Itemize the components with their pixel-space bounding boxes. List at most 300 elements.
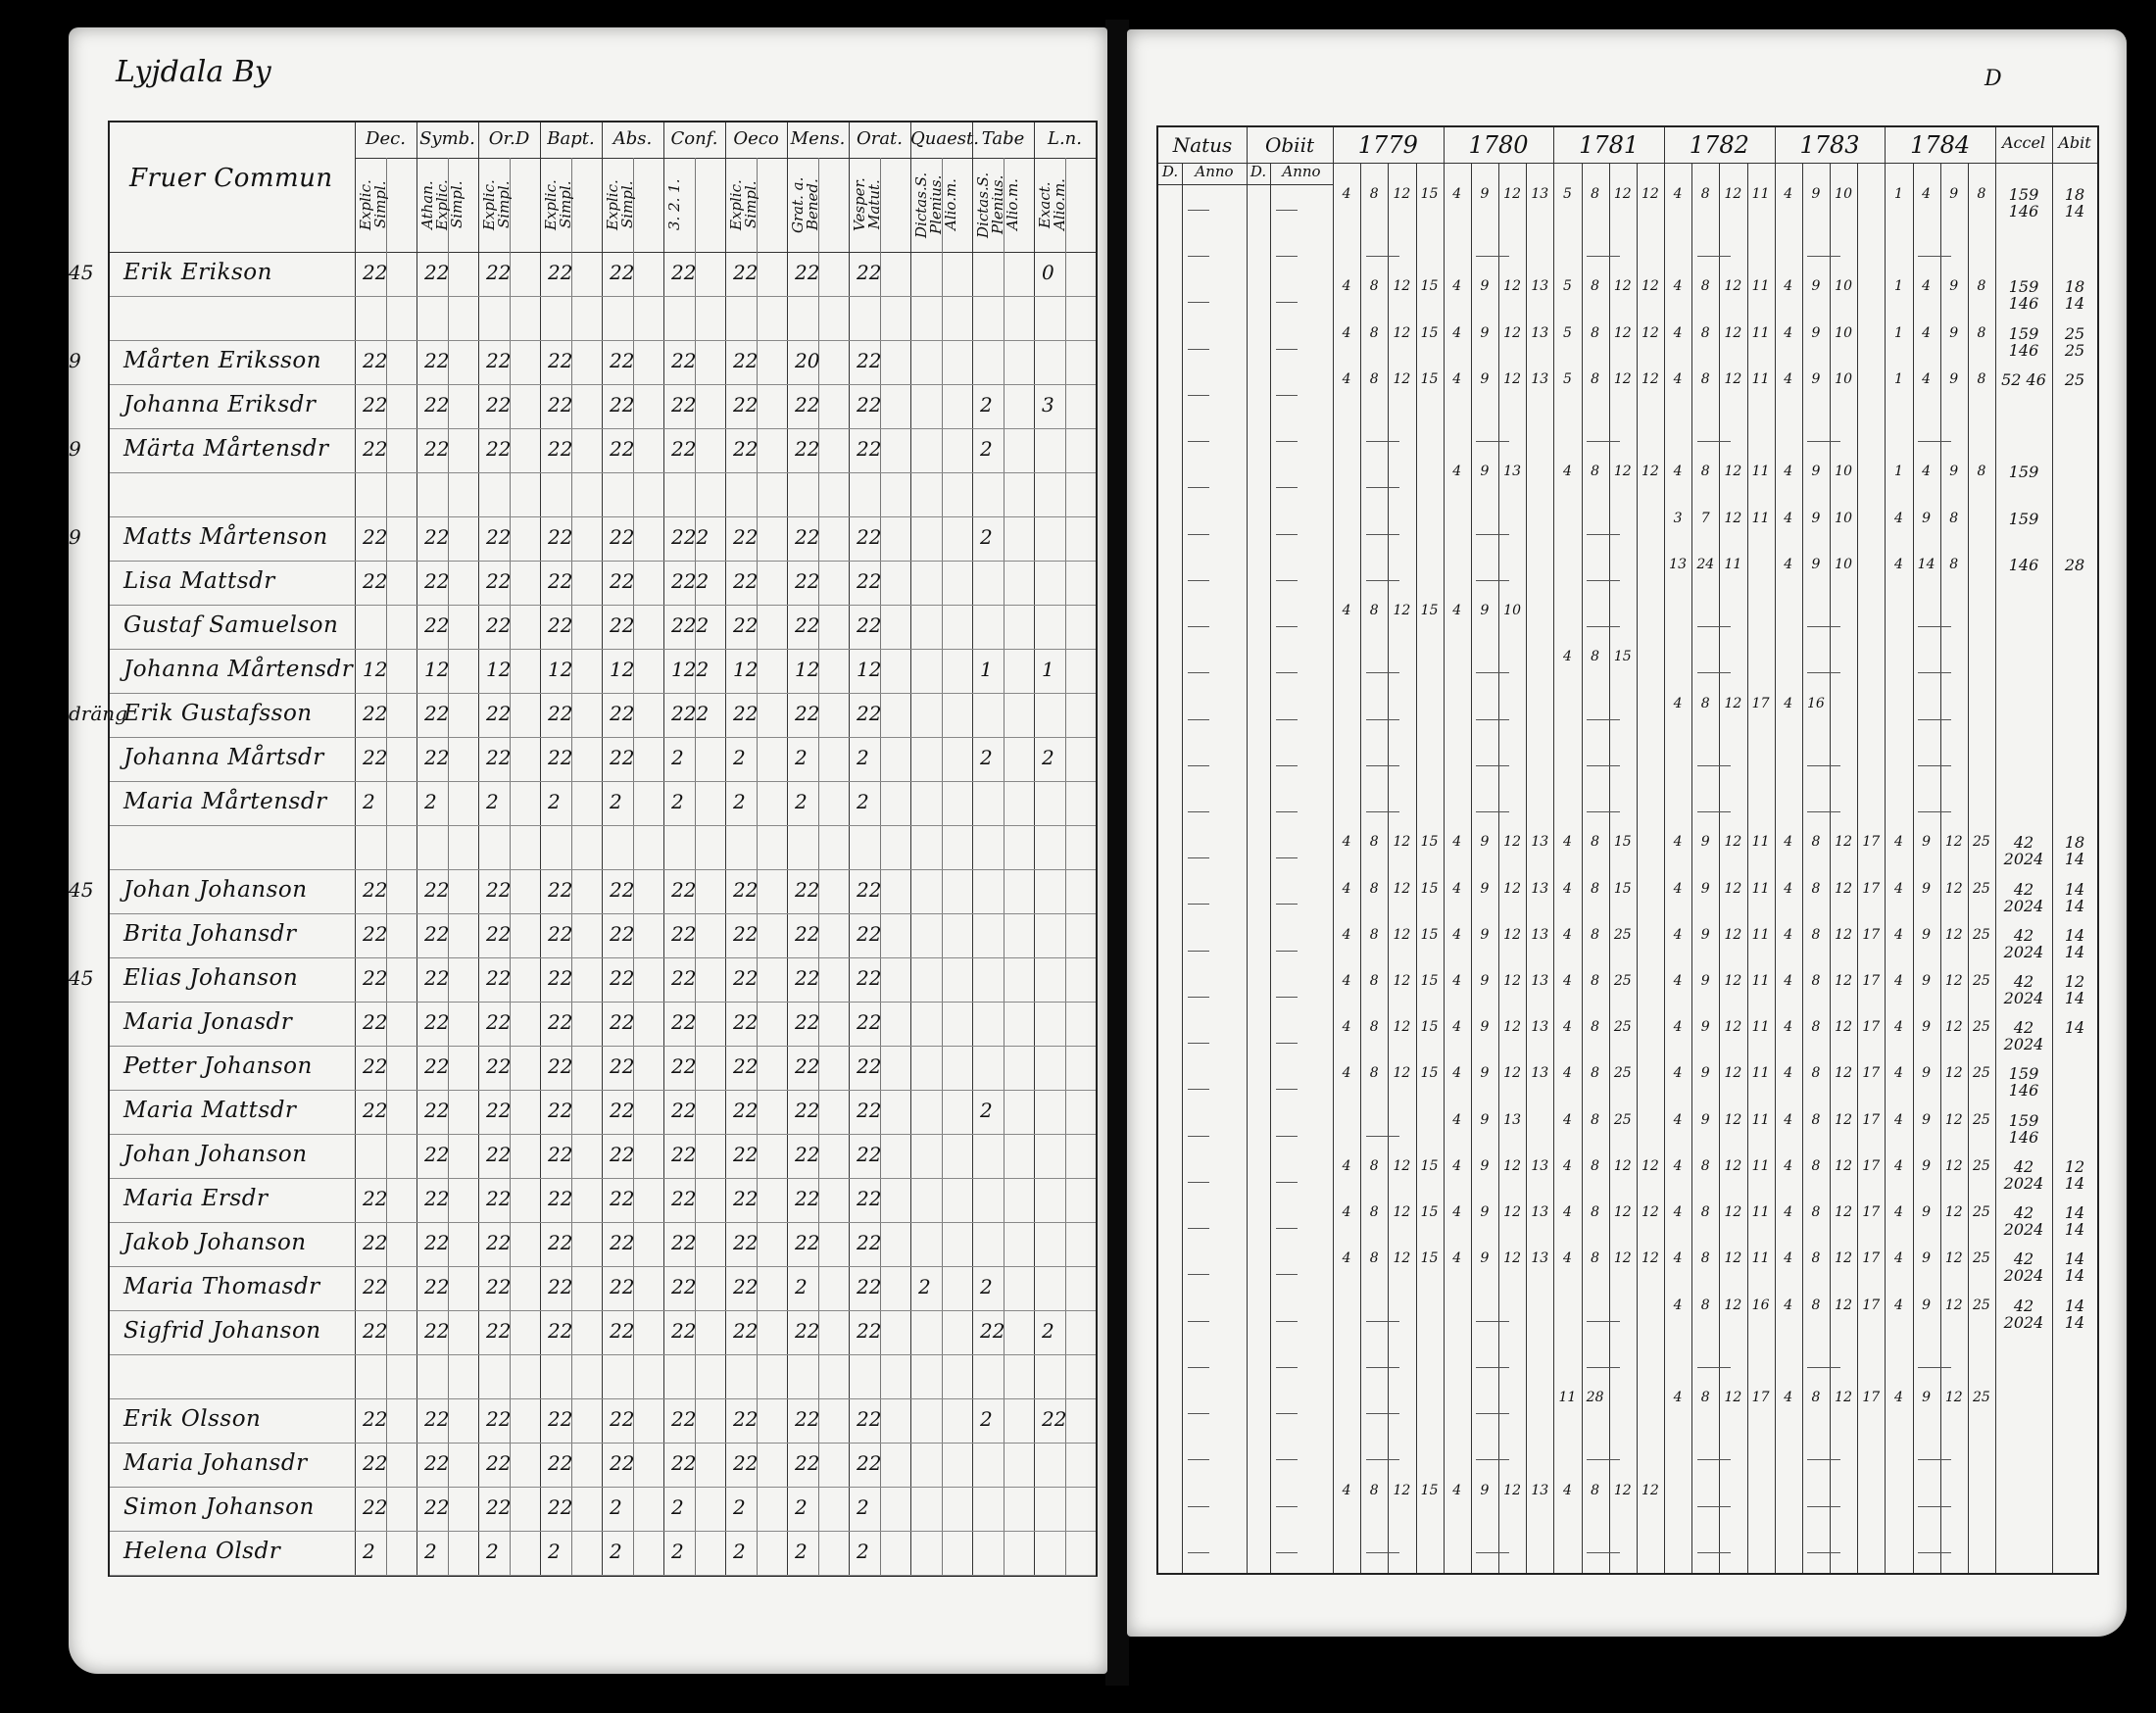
year-entry: 4 [1784,1390,1793,1406]
catechism-mark: 22 [733,1187,759,1210]
row-dash [1188,1367,1209,1368]
year-entry: 4 [1673,695,1683,711]
accel-entry: 42 2024 [2003,1018,2044,1054]
year-entry: 15 [1420,880,1439,897]
catechism-mark: 22 [857,878,882,902]
year-entry: 8 [1369,278,1379,295]
year-entry: 11 [1751,834,1770,851]
year-entry: 12 [1613,1204,1632,1221]
accel-entry: 42 2024 [2003,1249,2044,1286]
catechism-mark: 22 [795,1010,820,1034]
year-entry: 4 [1562,1204,1572,1221]
row-dash [1807,811,1840,812]
row-dash [1366,811,1399,812]
catechism-mark: 2 [1042,1319,1054,1343]
year-entry: 16 [1806,695,1825,711]
column-subheader: 3. 2. 1. [665,178,683,231]
year-entry: 8 [1977,464,1986,480]
catechism-mark: 2 [980,1275,993,1298]
year-entry: 12 [1393,1019,1411,1036]
year-entry: 12 [1613,1482,1632,1498]
year-entry: 4 [1562,1482,1572,1498]
catechism-mark: 22 [857,1407,882,1431]
catechism-mark: 20 [795,349,820,372]
accel-entry: 42 2024 [2003,1156,2044,1193]
year-entry: 9 [1949,464,1959,480]
catechism-mark: 22 [486,437,512,461]
row-dash [1697,1552,1731,1553]
year-entry: 8 [1591,464,1600,480]
abit-entry: 25 [2064,369,2085,389]
year-entry: 9 [1480,1482,1490,1498]
year-entry: 11 [1751,370,1770,387]
year-entry: 8 [1369,1204,1379,1221]
catechism-mark: 22 [795,525,820,549]
year-entry: 17 [1751,695,1770,711]
catechism-mark: 222 [671,525,710,549]
accel-entry: 42 2024 [2003,971,2044,1007]
row-dash [1807,256,1840,257]
year-entry: 12 [1944,834,1963,851]
catechism-mark: 22 [363,1010,388,1034]
abit-entry: 14 14 [2064,879,2085,915]
catechism-mark: 22 [857,1451,882,1475]
row-dash [1587,534,1620,535]
catechism-mark: 22 [857,569,882,593]
year-entry: 15 [1420,1204,1439,1221]
year-entry: 12 [1393,370,1411,387]
catechism-mark: 22 [671,1451,697,1475]
year-entry: 4 [1452,926,1462,943]
year-entry: 4 [1893,1297,1903,1313]
row-dash [1276,1089,1298,1090]
catechism-mark: 22 [671,1010,697,1034]
year-divider [1444,127,1445,1573]
catechism-mark: 22 [671,1099,697,1122]
catechism-mark: 22 [486,393,512,416]
row-dash [1188,256,1209,257]
row-dash [1697,256,1731,257]
catechism-mark: 22 [548,1231,573,1254]
year-entry: 9 [1811,556,1821,572]
catechism-mark: 22 [733,1054,759,1078]
row-dash [1188,904,1209,905]
year-entry: 11 [1751,926,1770,943]
year-entry: 11 [1751,510,1770,526]
catechism-mark: 22 [857,613,882,637]
row-dash [1476,1552,1509,1553]
year-entry: 25 [1972,1390,1990,1406]
year-entry: 25 [1972,926,1990,943]
year-entry: 4 [1784,1019,1793,1036]
year-entry: 8 [1811,1204,1821,1221]
year-entry: 4 [1673,1111,1683,1128]
catechism-mark: 2 [424,790,437,813]
row-dash [1188,997,1209,998]
catechism-mark: 22 [733,1231,759,1254]
catechism-mark: 22 [857,393,882,416]
year-entry: 4 [1784,464,1793,480]
year-entry: 25 [1972,1297,1990,1313]
row-rule [110,1310,1096,1311]
year-entry: 9 [1922,1157,1932,1174]
year-entry: 4 [1452,1250,1462,1267]
year-entry: 12 [1835,1019,1852,1036]
catechism-mark: 22 [610,1187,635,1210]
year-entry: 4 [1562,972,1572,989]
year-entry: 12 [1393,834,1411,851]
year-entry: 17 [1862,1250,1881,1267]
catechism-mark: 22 [548,1275,573,1298]
person-name: Helena Olsdr [123,1539,281,1565]
row-dash [1697,1506,1731,1507]
year-entry: 4 [1893,1157,1903,1174]
year-entry: 12 [1613,278,1632,295]
year-entry: 4 [1562,880,1572,897]
year-entry: 16 [1751,1297,1770,1313]
catechism-mark: 22 [363,746,388,769]
year-entry: 4 [1784,324,1793,341]
column-header: Dec. [366,128,406,149]
row-dash [1188,210,1209,211]
row-dash [1188,1136,1209,1137]
year-entry: 11 [1751,1019,1770,1036]
catechism-mark: 22 [424,1099,450,1122]
catechism-mark: 22 [486,1231,512,1254]
catechism-mark: 22 [486,1010,512,1034]
year-entry: 8 [1977,278,1986,295]
catechism-mark: 22 [486,613,512,637]
catechism-mark: 22 [424,1275,450,1298]
catechism-mark: 12 [733,658,759,681]
abit-entry: 18 14 [2064,277,2085,314]
section-divider [2052,127,2053,1573]
year-entry: 25 [1613,1019,1632,1036]
catechism-mark: 22 [857,1054,882,1078]
year-entry: 12 [1613,464,1632,480]
year-entry: 8 [1369,880,1379,897]
year-entry: 25 [1972,834,1990,851]
abit-header: Abit [2058,133,2091,152]
year-entry: 10 [1835,370,1852,387]
year-entry: 4 [1784,1157,1793,1174]
catechism-mark: 222 [671,702,710,725]
catechism-mark: 22 [486,1187,512,1210]
row-dash [1188,626,1209,627]
year-entry: 12 [1724,186,1742,202]
catechism-mark: 22 [424,746,450,769]
year-entry: 9 [1700,926,1710,943]
catechism-mark: 2 [795,1275,808,1298]
year-entry: 17 [1862,834,1881,851]
catechism-mark: 22 [486,1275,512,1298]
abit-entry: 18 14 [2064,833,2085,869]
catechism-mark: 2 [795,790,808,813]
year-entry: 12 [1393,1482,1411,1498]
catechism-mark: 22 [548,1143,573,1166]
row-dash [1918,256,1951,257]
catechism-mark: 22 [363,1231,388,1254]
year-entry: 4 [1673,926,1683,943]
year-entry: 12 [1724,880,1742,897]
row-dash [1366,1413,1399,1414]
year-entry: 4 [1342,926,1351,943]
catechism-mark: 22 [548,878,573,902]
row-rule [110,1222,1096,1223]
year-entry: 8 [1591,1204,1600,1221]
row-dash [1807,1506,1840,1507]
year-entry: 4 [1893,926,1903,943]
row-dash [1476,811,1509,812]
year-entry: 12 [1393,278,1411,295]
row-dash [1188,395,1209,396]
d-column-divider [1270,163,1271,1573]
year-entry: 8 [1811,1111,1821,1128]
column-subheader: Grat. a. Bened. [789,176,821,233]
year-entry: 11 [1751,464,1770,480]
year-entry: 13 [1531,1482,1549,1498]
natus-anno-header: Anno [1195,163,1234,180]
row-margin-note: dräng [69,702,127,725]
catechism-mark: 22 [671,922,697,946]
year-entry: 11 [1558,1390,1577,1406]
catechism-mark: 1 [1042,658,1054,681]
catechism-mark: 22 [857,261,882,284]
accel-entry: 42 2024 [2003,1296,2044,1332]
year-entry: 12 [1944,1111,1963,1128]
row-rule [110,1531,1096,1532]
subheader-rule [1158,184,1333,185]
catechism-mark: 22 [363,525,388,549]
column-subheader: Explic. Simpl. [357,179,389,230]
year-entry: 4 [1893,1204,1903,1221]
row-dash [1807,1552,1840,1553]
row-dash [1587,626,1620,627]
year-entry: 12 [1724,695,1742,711]
year-entry: 12 [1724,1390,1742,1406]
abit-entry: 14 14 [2064,1203,2085,1240]
accel-entry: 42 2024 [2003,925,2044,961]
catechism-mark: 22 [671,1407,697,1431]
year-entry: 12 [1944,972,1963,989]
catechism-mark: 22 [548,702,573,725]
year-entry: 4 [1452,278,1462,295]
year-entry: 12 [1503,1065,1521,1082]
obiit-d-header: D. [1250,163,1267,180]
catechism-mark: 22 [486,966,512,990]
catechism-mark: 2 [857,1540,869,1563]
year-entry: 4 [1452,370,1462,387]
catechism-mark: 2 [424,1540,437,1563]
catechism-mark: 22 [486,261,512,284]
year-entry: 10 [1835,324,1852,341]
column-subheader: Explic. Simpl. [542,179,574,230]
year-entry: 11 [1751,278,1770,295]
year-entry: 9 [1480,278,1490,295]
catechism-mark: 22 [424,569,450,593]
column-subheader: Exact. Alio.m. [1036,178,1068,231]
catechism-mark: 22 [733,525,759,549]
accel-entry: 42 2024 [2003,1203,2044,1240]
year-entry: 9 [1700,1019,1710,1036]
catechism-mark: 22 [857,922,882,946]
row-dash [1276,626,1298,627]
column-subheader: Explic. Simpl. [480,179,513,230]
year-entry: 9 [1480,1250,1490,1267]
row-dash [1476,1321,1509,1322]
year-entry: 4 [1673,880,1683,897]
row-dash [1276,349,1298,350]
year-divider [1664,127,1665,1573]
year-entry: 25 [1972,1019,1990,1036]
abit-entry: 14 [2064,1018,2085,1038]
person-name: Petter Johanson [123,1053,313,1080]
catechism-mark: 22 [363,1407,388,1431]
year-divider [1553,127,1554,1573]
year-entry: 12 [1503,834,1521,851]
year-entry: 4 [1342,186,1351,202]
year-entry: 4 [1784,1250,1793,1267]
year-entry: 1 [1893,324,1903,341]
corner-title: Fruer Commun [129,164,333,193]
year-entry: 8 [1700,370,1710,387]
year-entry: 4 [1452,834,1462,851]
year-entry: 15 [1420,603,1439,619]
year-entry: 13 [1503,464,1521,480]
year-entry: 8 [1977,186,1986,202]
year-entry: 12 [1641,186,1659,202]
row-dash [1587,765,1620,766]
catechism-mark: 12 [424,658,450,681]
year-entry: 13 [1503,1111,1521,1128]
year-entry: 11 [1751,1250,1770,1267]
year-entry: 1 [1893,370,1903,387]
year-entry: 9 [1480,370,1490,387]
catechism-mark: 22 [363,349,388,372]
row-dash [1476,672,1509,673]
row-dash [1276,1136,1298,1137]
catechism-mark: 22 [610,349,635,372]
year-entry: 12 [1393,880,1411,897]
person-name: Johanna Mårtensdr [123,657,354,683]
catechism-mark: 22 [671,1231,697,1254]
catechism-mark: 22 [610,966,635,990]
accel-entry: 42 2024 [2003,879,2044,915]
year-entry: 9 [1949,186,1959,202]
row-margin-note: 9 [69,437,81,461]
year-entry: 9 [1811,464,1821,480]
obiit-anno-header: Anno [1282,163,1321,180]
person-name: Matts Mårtenson [123,524,328,551]
catechism-mark: 22 [424,1407,450,1431]
person-name: Brita Johansdr [123,921,297,948]
row-rule [110,1354,1096,1355]
person-name: Lisa Mattsdr [123,568,275,595]
year-entry: 8 [1700,695,1710,711]
catechism-mark: 22 [610,1275,635,1298]
year-entry: 8 [1811,1390,1821,1406]
year-entry: 17 [1862,1390,1881,1406]
year-entry: 4 [1342,370,1351,387]
year-entry: 10 [1835,186,1852,202]
year-entry: 12 [1835,926,1852,943]
year-entry: 17 [1751,1390,1770,1406]
row-dash [1476,765,1509,766]
catechism-mark: 2 [795,746,808,769]
year-entry: 1 [1893,464,1903,480]
column-header: Tabe [981,128,1025,149]
row-dash [1476,1413,1509,1414]
catechism-mark: 22 [733,613,759,637]
year-entry: 4 [1452,880,1462,897]
year-entry: 8 [1811,926,1821,943]
person-name: Maria Mattsdr [123,1098,297,1124]
year-entry: 8 [1811,1019,1821,1036]
column-subdivider [1065,158,1066,1575]
catechism-mark: 22 [857,1231,882,1254]
year-entry: 4 [1342,278,1351,295]
vital-records-table [1156,125,2099,1575]
year-entry: 4 [1784,1297,1793,1313]
catechism-mark: 12 [363,658,388,681]
row-dash [1276,811,1298,812]
year-entry: 25 [1613,926,1632,943]
row-dash [1918,1459,1951,1460]
year-entry: 9 [1480,1111,1490,1128]
row-dash [1276,1459,1298,1460]
row-margin-note: 45 [69,878,94,902]
column-subheader: Dictas.S. Plenius. Alio.m. [974,171,1021,238]
row-dash [1188,672,1209,673]
person-name: Maria Ersdr [123,1186,269,1212]
year-entry: 15 [1613,649,1632,665]
row-dash [1807,626,1840,627]
year-entry: 12 [1613,186,1632,202]
person-name: Johanna Mårtsdr [123,745,324,771]
year-entry: 8 [1811,1157,1821,1174]
catechism-mark: 22 [795,613,820,637]
row-rule [110,1046,1096,1047]
year-entry: 9 [1480,926,1490,943]
year-entry: 12 [1835,1297,1852,1313]
row-dash [1366,487,1399,488]
year-entry: 9 [1922,1250,1932,1267]
catechism-mark: 22 [733,1319,759,1343]
year-entry: 8 [1811,1250,1821,1267]
catechism-mark: 2 [671,1495,684,1519]
year-entry: 4 [1784,186,1793,202]
row-dash [1276,765,1298,766]
row-dash [1366,719,1399,720]
year-entry: 12 [1724,278,1742,295]
year-entry: 9 [1480,1019,1490,1036]
row-dash [1366,1367,1399,1368]
row-rule [110,472,1096,473]
year-entry: 12 [1393,603,1411,619]
catechism-mark: 12 [795,658,820,681]
catechism-mark: 22 [610,261,635,284]
year-entry: 9 [1811,186,1821,202]
abit-entry: 12 14 [2064,971,2085,1007]
year-entry: 8 [1591,324,1600,341]
catechism-mark: 22 [795,702,820,725]
year-entry: 4 [1784,1065,1793,1082]
year-entry: 4 [1922,278,1932,295]
row-dash [1188,1459,1209,1460]
row-dash [1276,1321,1298,1322]
year-entry: 12 [1641,1157,1659,1174]
year-entry: 13 [1531,1019,1549,1036]
